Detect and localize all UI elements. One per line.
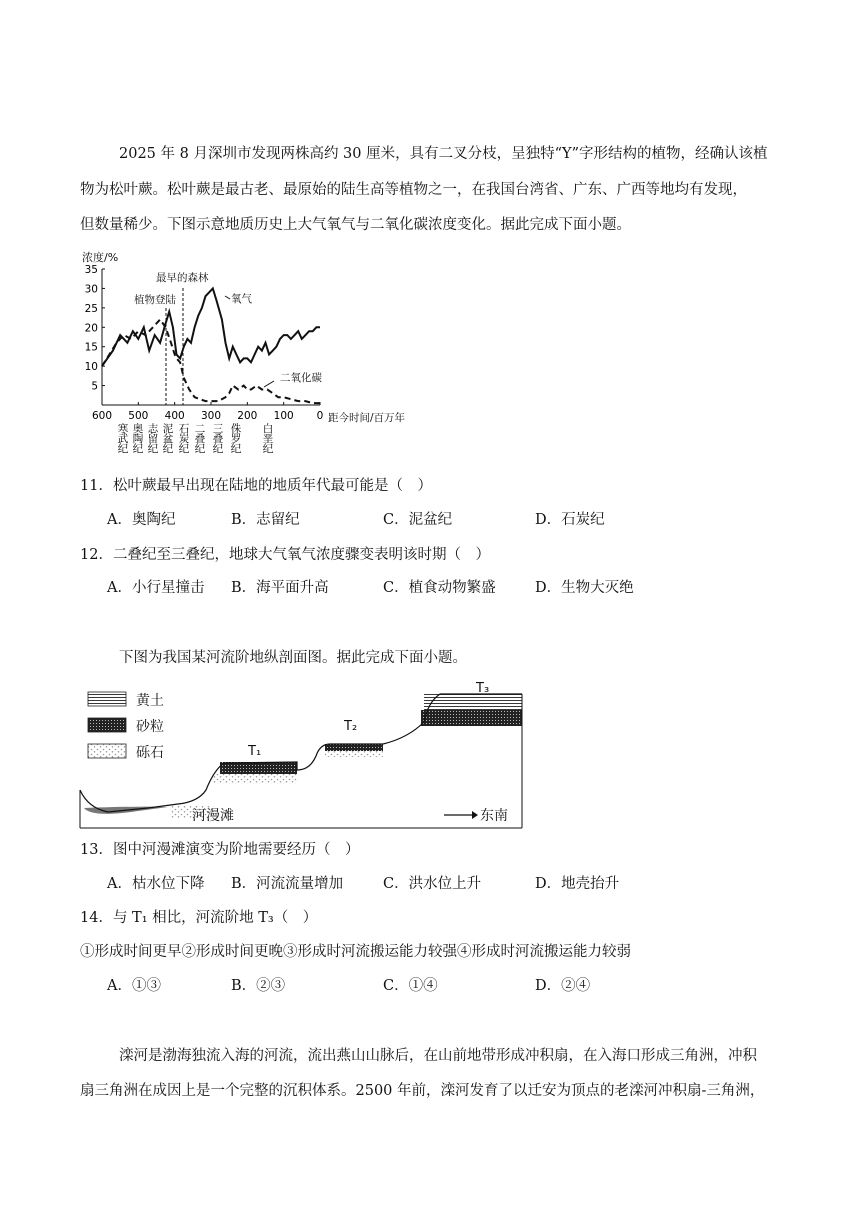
q14-stem: 14．与 T₁ 相比，河流阶地 T₃（ ） [80, 910, 318, 926]
t2-gravel-layer [325, 751, 383, 757]
intro1-line2: 物为松叶蕨。松叶蕨是最古老、最原始的陆生高等植物之一，在我国台湾省、广东、广西等地均有发现， [80, 182, 747, 198]
t1-gravel-layer [212, 774, 297, 784]
y-tick-label: 30 [84, 283, 98, 296]
q14-statements: ①形成时间更早②形成时间更晚③形成时河流搬运能力较强④形成时河流搬运能力较弱 [80, 944, 631, 960]
q14-option-d[interactable]: D．②④ [535, 978, 591, 994]
x-tick-label: 200 [237, 410, 258, 422]
label-t3: T₃ [476, 681, 490, 696]
period-label: 寒武纪 [117, 423, 129, 455]
x-tick-label: 400 [164, 410, 185, 422]
intro3-line2: 扇三角洲在成因上是一个完整的沉积体系。2500 年前，滦河发育了以迁安为顶点的老滦河冲积扇-三角洲， [80, 1083, 765, 1099]
label-floodplain: 河漫滩 [192, 808, 234, 824]
q12-option-c[interactable]: C．植食动物繁盛 [383, 580, 496, 596]
y-tick-label: 25 [84, 302, 98, 315]
y-tick-label: 15 [84, 341, 98, 354]
t2-sand-layer [325, 744, 383, 751]
intro2: 下图为我国某河流阶地纵剖面图。据此完成下面小题。 [119, 650, 467, 666]
x-tick-label: 100 [273, 410, 294, 422]
legend-gravel-label: 砾石 [136, 745, 164, 761]
y-tick-label: 5 [91, 380, 98, 393]
legend-sand-label: 砂粒 [136, 719, 164, 735]
period-label: 奥陶纪 [132, 423, 144, 455]
q12-option-b[interactable]: B．海平面升高 [231, 580, 329, 596]
q13-option-b[interactable]: B．河流流量增加 [231, 876, 344, 892]
period-label: 侏罗纪 [230, 423, 242, 455]
q11-stem: 11．松叶蕨最早出现在陆地的地质年代最可能是（ ） [80, 478, 432, 494]
q12-option-d[interactable]: D．生物大灭绝 [535, 580, 634, 596]
legend-loess-swatch [88, 692, 126, 706]
x-tick-label: 300 [200, 410, 222, 422]
period-label: 石炭纪 [178, 423, 190, 455]
label-t1: T₁ [248, 744, 262, 759]
q14-option-b[interactable]: B．②③ [231, 978, 286, 994]
q12-stem: 12．二叠纪至三叠纪，地球大气氧气浓度骤变表明该时期（ ） [80, 547, 490, 563]
concentration-chart [78, 248, 428, 463]
t1-sand-layer [220, 762, 297, 774]
t3-sand-layer [421, 710, 522, 726]
y-tick-label: 10 [84, 361, 98, 374]
period-label: 三叠纪 [212, 423, 224, 455]
y-tick-label: 20 [84, 322, 98, 335]
q13-option-c[interactable]: C．洪水位上升 [383, 876, 482, 892]
q11-option-c[interactable]: C．泥盆纪 [383, 512, 453, 528]
period-label: 志留纪 [147, 423, 159, 455]
co2-label: 二氧化碳 [280, 372, 322, 384]
label-southeast: 东南 [480, 808, 508, 824]
legend-gravel-swatch [88, 744, 126, 758]
x-tick-label: 500 [128, 410, 149, 422]
intro1-line1: 2025 年 8 月深圳市发现两株高约 30 厘米，具有二叉分枝，呈独特“Y”字形结构的植物，经确认该植 [119, 146, 768, 162]
annotation-plant-landing: 植物登陆 [134, 294, 176, 306]
period-label: 泥盆纪 [162, 423, 174, 455]
q12-option-a[interactable]: A．小行星撞击 [107, 580, 205, 596]
river-terrace-diagram [78, 678, 524, 830]
q14-option-c[interactable]: C．①④ [383, 978, 438, 994]
legend-sand-swatch [88, 718, 126, 732]
period-label: 白垩纪 [262, 423, 274, 455]
label-t2: T₂ [344, 719, 358, 734]
chart-xlabel: 距今时间/百万年 [328, 412, 406, 424]
period-label: 二叠纪 [194, 423, 206, 455]
y-tick-label: 35 [84, 264, 98, 276]
q14-option-a[interactable]: A．①③ [107, 978, 161, 994]
q13-stem: 13．图中河漫滩演变为阶地需要经历（ ） [80, 842, 360, 858]
oxygen-label: 氧气 [231, 293, 252, 305]
x-tick-label: 0 [316, 410, 324, 422]
q13-option-a[interactable]: A．枯水位下降 [107, 876, 205, 892]
legend-loess-label: 黄土 [136, 693, 164, 709]
q13-option-d[interactable]: D．地壳抬升 [535, 876, 620, 892]
q11-option-a[interactable]: A．奥陶纪 [107, 512, 176, 528]
x-tick-label: 600 [91, 410, 113, 422]
intro3-line1: 滦河是渤海独流入海的河流，流出燕山山脉后，在山前地带形成冲积扇，在入海口形成三角洲，冲积 [119, 1048, 757, 1064]
intro1-line3: 但数量稀少。下图示意地质历史上大气氧气与二氧化碳浓度变化。据此完成下面小题。 [80, 217, 631, 233]
q11-option-d[interactable]: D．石炭纪 [535, 512, 605, 528]
q11-option-b[interactable]: B．志留纪 [231, 512, 300, 528]
chart-ylabel: 浓度/% [82, 251, 119, 264]
annotation-first-forest: 最早的森林 [156, 272, 209, 284]
